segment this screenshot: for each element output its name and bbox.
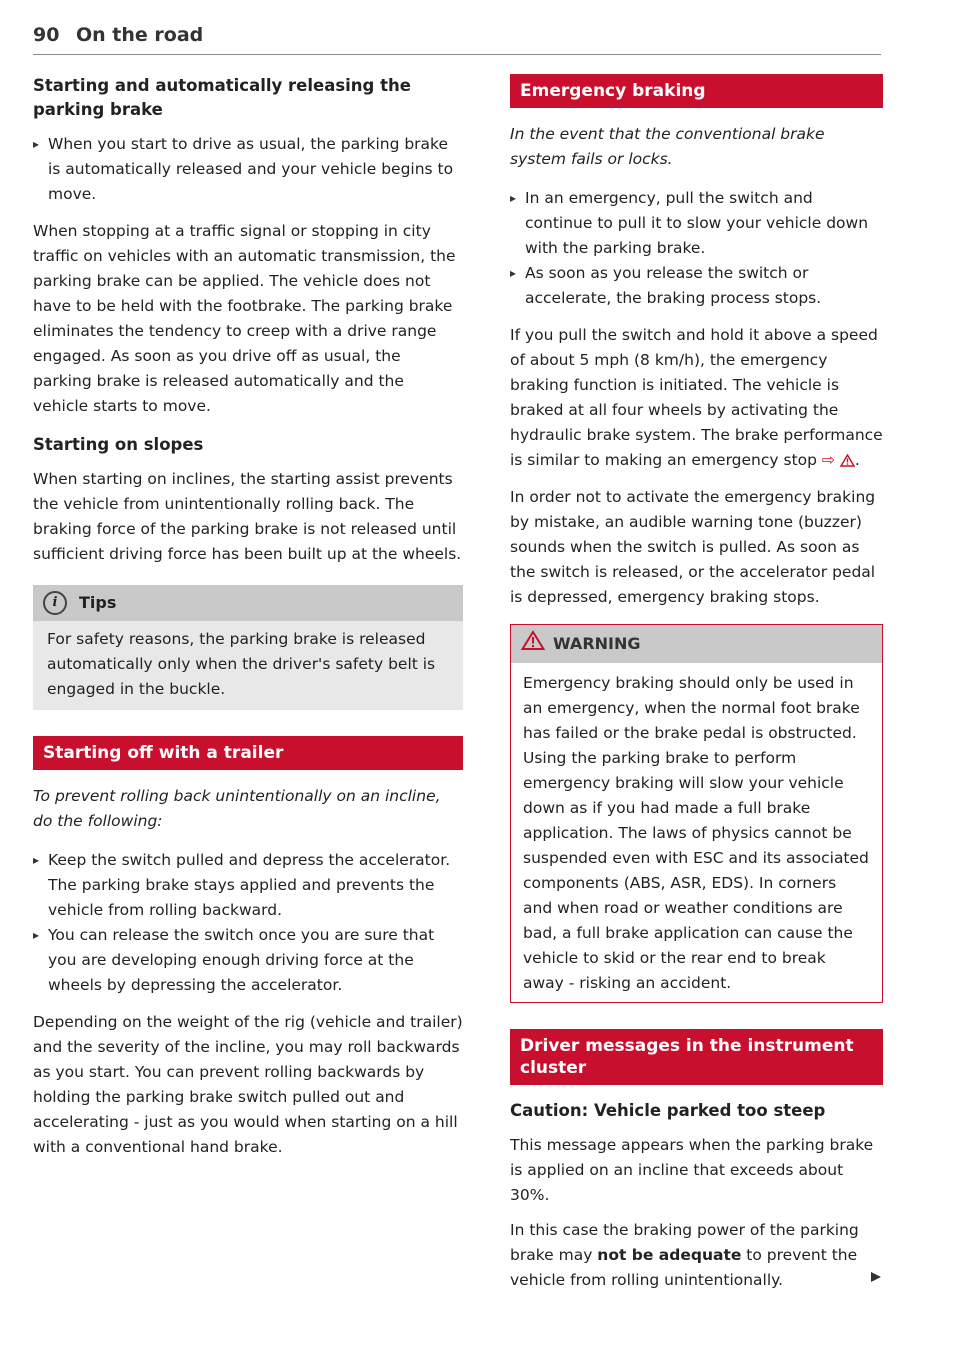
paragraph: This message appears when the parking brake is applied on an incline that exceeds about 30%. (510, 1136, 874, 1204)
paragraph (510, 1218, 883, 1293)
warning-triangle-icon[interactable] (840, 450, 855, 475)
warning-text: Emergency braking should only be used in an emergency, when the normal foot brake has failed or the brake pedal is obstructed. Using the parking brake to perform emergency braking will slow your vehicle down as if you had made a full brake application. The laws of physics cannot be suspended even with ESC and its associated components (ABS, ASR, EDS). In corners and when road or weather conditions are bad, a full brake application can cause the vehicle to skid or the rear end to break away - risking an accident. (523, 674, 869, 992)
paragraph-end: . (854, 451, 860, 469)
continue-arrow-icon (869, 1266, 883, 1291)
page-header (33, 22, 881, 55)
list-item: ▸ As soon as you release the switch or accelerate, the braking process stops. (510, 261, 883, 311)
list-item: ▸ You can release the switch once you are sure that you are developing enough driving force at the wheels by depressing the accelerator. (33, 923, 463, 998)
right-column (510, 74, 883, 1303)
paragraph-text: to prevent the vehicle from rolling unintentionally. (510, 1246, 858, 1289)
intro-text: In the event that the conventional brake system fails or locks. (510, 125, 825, 168)
left-column (33, 74, 463, 1170)
paragraph: Depending on the weight of the rig (vehicle and trailer) and the severity of the incline, you may roll backwards as you start. You can prevent rolling backwards by holding the parking brake switch pulled out and accelerating - just as you would when starting on a hill with a conventional hand brake. (33, 1013, 463, 1156)
tips-header (33, 585, 463, 621)
intro-text: To prevent rolling back unintentionally on an incline, do the following: (33, 787, 441, 830)
warning-title: WARNING (553, 634, 641, 653)
caution-title: Caution: Vehicle parked too steep (510, 1101, 826, 1120)
running-title: On the road (76, 24, 204, 46)
warning-header (511, 625, 882, 663)
paragraph-text: In this case the braking power of the parking brake may (510, 1221, 859, 1264)
section-bar-emergency: Emergency braking (510, 74, 883, 108)
bullet-list (33, 132, 463, 207)
paragraph (510, 323, 883, 475)
section-title-auto-release: Starting and automatically releasing the parking brake (33, 76, 411, 119)
cross-reference-arrow[interactable]: ⇨ (821, 451, 835, 469)
section-title-slopes: Starting on slopes (33, 435, 204, 454)
paragraph: When stopping at a traffic signal or stopping in city traffic on vehicles with an automatic transmission, the parking brake can be applied. The vehicle does not have to be held with the footbrake. The parking brake eliminates the tendency to creep with a drive range engaged. As soon as you drive off as usual, the parking brake is released automatically and the vehicle starts to move. (33, 222, 456, 415)
section-bar-driver-messages: Driver messages in the instrument cluster (510, 1029, 883, 1085)
bullet-list (510, 186, 883, 311)
list-item: ▸ Keep the switch pulled and depress the accelerator. The parking brake stays applied and prevents the vehicle from rolling backward. (33, 848, 463, 923)
tips-box (33, 585, 463, 710)
emphasis-text: not be adequate (597, 1246, 742, 1264)
paragraph: In order not to activate the emergency braking by mistake, an audible warning tone (buzzer) sounds when the switch is pulled. As soon as the switch is released, or the accelerator pedal is depressed, emergency braking stops. (510, 488, 876, 606)
list-item: ▸ When you start to drive as usual, the parking brake is automatically released and your vehicle begins to move. (33, 132, 463, 207)
warning-triangle-icon (521, 630, 545, 658)
info-icon: i (43, 591, 67, 615)
tips-title: Tips (79, 593, 117, 612)
bullet-list (33, 848, 463, 998)
paragraph: When starting on inclines, the starting assist prevents the vehicle from unintentionally rolling back. The braking force of the parking brake is not released until sufficient driving force has been built up at the wheels. (33, 470, 462, 563)
list-item: ▸ In an emergency, pull the switch and continue to pull it to slow your vehicle down with the parking brake. (510, 186, 883, 261)
tips-text: For safety reasons, the parking brake is released automatically only when the driver's safety belt is engaged in the buckle. (47, 630, 436, 698)
paragraph-text: If you pull the switch and hold it above a speed of about 5 mph (8 km/h), the emergency braking function is initiated. The vehicle is braked at all four wheels by activating the hydraulic brake system. The brake performance is similar to making an emergency stop (510, 326, 883, 469)
page-number: 90 (33, 24, 60, 46)
section-bar-trailer: Starting off with a trailer (33, 736, 463, 770)
warning-box (510, 624, 883, 1003)
